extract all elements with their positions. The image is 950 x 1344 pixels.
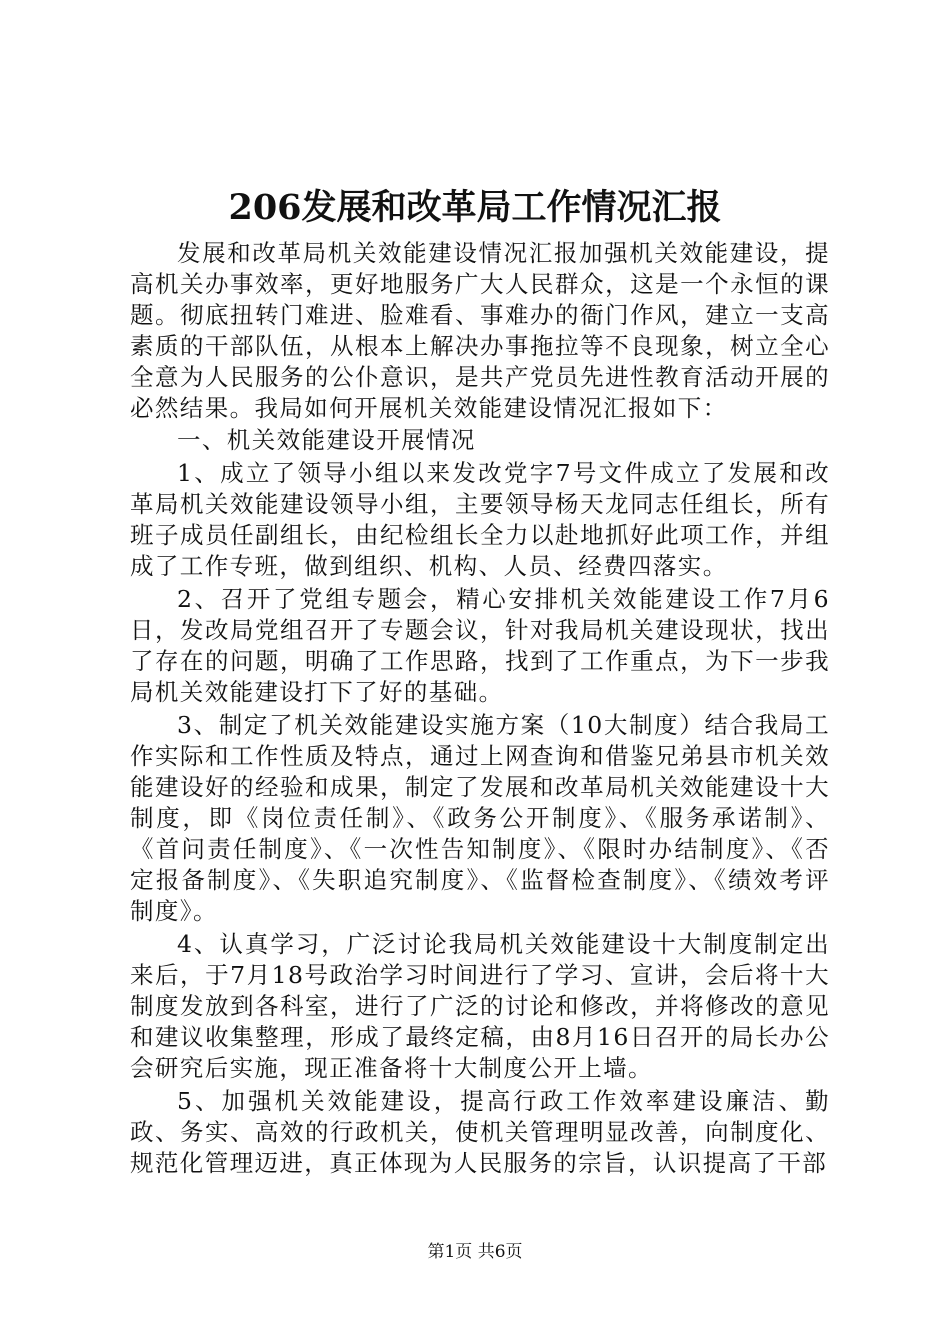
list-item: 5、加强机关效能建设，提高行政工作效率建设廉洁、勤政、务实、高效的行政机关，使机关管理明显改善，向制度化、规范化管理迈进，真正体现为人民服务的宗旨，认识提高了干部 xyxy=(130,1087,830,1177)
list-item: 3、制定了机关效能建设实施方案（10大制度）结合我局工作实际和工作性质及特点，通过上网查询和借鉴兄弟县市机关效能建设好的经验和成果，制定了发展和改革局机关效能建设十大制度，即《岗位责任制》、《政务公开制度》、《服务承诺制》、《首问责任制度》、《一次性告知制度》、《限时办结制度》、《否定报备制度》、《失职追究制度》、《监督检查制度》、《绩效考评制度》。 xyxy=(130,711,830,925)
document-body xyxy=(130,238,830,1179)
list-item: 1、成立了领导小组以来发改党字7号文件成立了发展和改革局机关效能建设领导小组，主要领导杨天龙同志任组长，所有班子成员任副组长，由纪检组长全力以赴地抓好此项工作，并组成了工作专班，做到组织、机构、人员、经费四落实。 xyxy=(130,459,830,580)
list-item: 4、认真学习，广泛讨论我局机关效能建设十大制度制定出来后，于7月18号政治学习时间进行了学习、宣讲，会后将十大制度发放到各科室，进行了广泛的讨论和修改，并将修改的意见和建议收集整理，形成了最终定稿，由8月16日召开的局长办公会研究后实施，现正准备将十大制度公开上墙。 xyxy=(130,930,830,1082)
list-item: 2、召开了党组专题会，精心安排机关效能建设工作7月6日，发改局党组召开了专题会议，针对我局机关建设现状，找出了存在的问题，明确了工作思路，找到了工作重点，为下一步我局机关效能建设打下了好的基础。 xyxy=(130,585,830,706)
section-heading: 一、机关效能建设开展情况 xyxy=(177,426,476,454)
intro-paragraph: 发展和改革局机关效能建设情况汇报加强机关效能建设，提高机关办事效率，更好地服务广大人民群众，这是一个永恒的课题。彻底扭转门难进、脸难看、事难办的衙门作风，建立一支高素质的干部队伍，从根本上解决办事拖拉等不良现象，树立全心全意为人民服务的公仆意识，是共产党员先进性教育活动开展的必然结果。我局如何开展机关效能建设情况汇报如下： xyxy=(130,239,830,422)
page-footer: 第1页 共6页 xyxy=(427,1242,523,1262)
document-title: 206发展和改革局工作情况汇报 xyxy=(228,187,722,228)
